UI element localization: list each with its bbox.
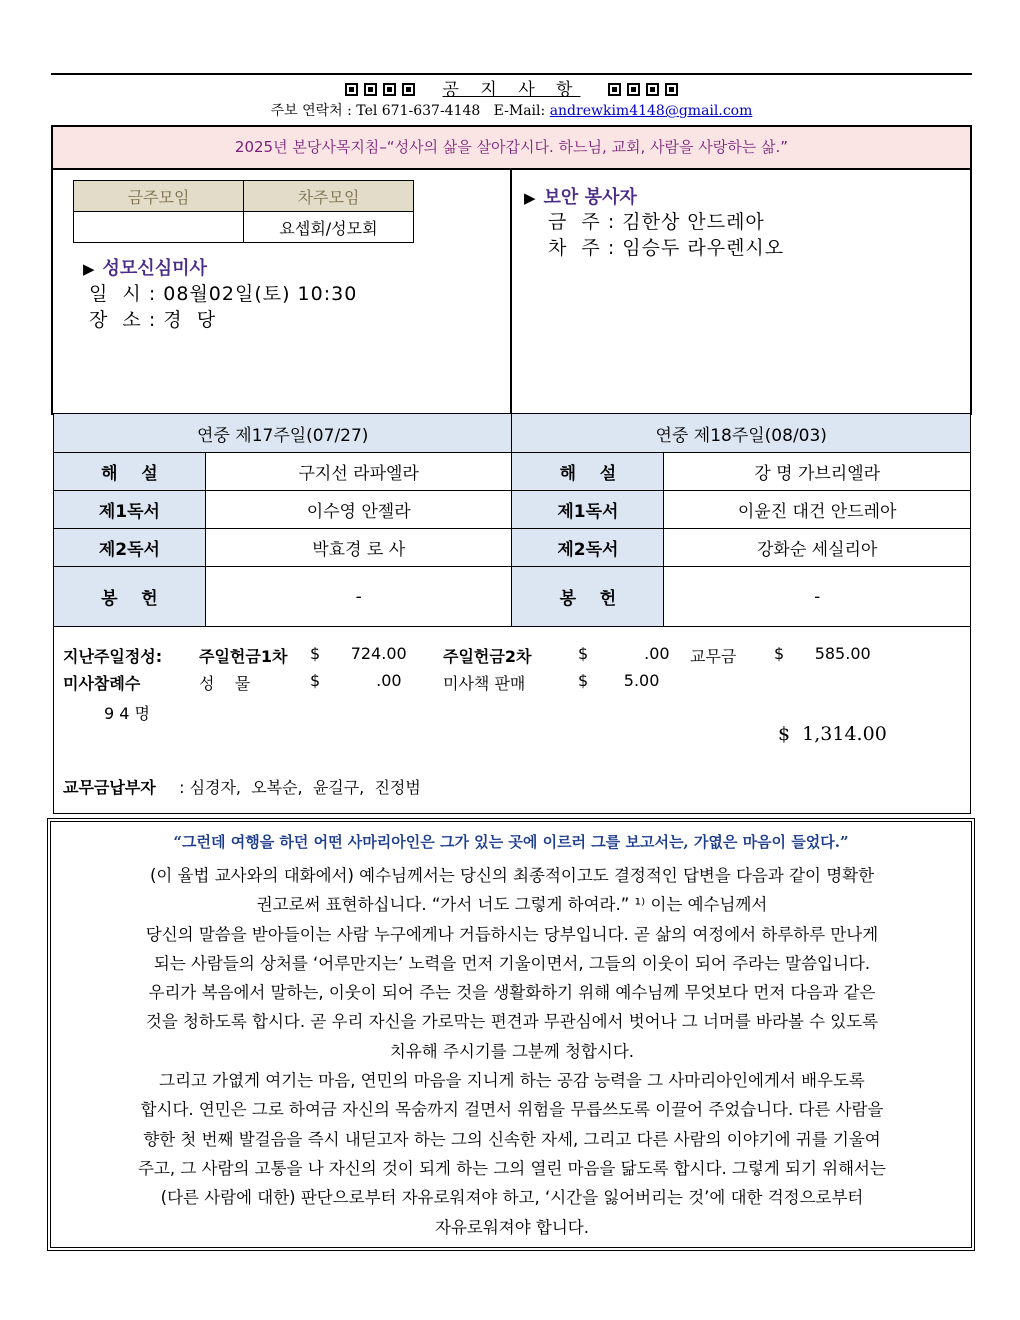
total-amount: $ 1,314.00	[778, 723, 887, 745]
email-link[interactable]: andrewkim4148@gmail.com	[549, 103, 753, 119]
mass-place: 장 소 : 경 당	[89, 309, 217, 331]
reflection-line: 것을 청하도록 합시다. 곧 우리 자신을 가로막는 편견과 무관심에서 벗어나 그 너머를 바라볼 수 있도록	[145, 1012, 879, 1032]
parish-dues-amount: $ 585.00	[774, 644, 871, 663]
right-assignee: 강 명 가브리엘라	[664, 453, 971, 491]
left-assignee: 구지선 라파엘라	[205, 453, 512, 491]
reflection-line: 권고로써 표현하십니다. “가서 너도 그렇게 하여라.” ¹⁾ 이는 예수님께서	[256, 895, 768, 915]
right-assignee: 강화순 세실리아	[664, 529, 971, 567]
contact-line	[51, 100, 972, 120]
security-next-week: 차 주 : 임승두 라우렌시오	[548, 237, 785, 259]
donors-list: : 심경자, 오복순, 윤길구, 진정범	[174, 778, 421, 797]
right-sunday-header: 연중 제18주일(08/03)	[512, 414, 971, 453]
right-panel	[512, 170, 970, 413]
this-week-gathering-value	[74, 212, 244, 243]
table-row	[54, 567, 971, 627]
gathering-table	[73, 180, 414, 243]
offering1-label: 주일헌금1차	[199, 647, 288, 666]
attendance-label: 미사참례수	[63, 674, 141, 693]
role-label: 제2독서	[54, 529, 206, 567]
this-week-gathering-header: 금주모임	[74, 181, 244, 212]
table-row	[54, 529, 971, 567]
reflection-line: 치유해 주시기를 그분께 청합시다.	[389, 1041, 635, 1061]
reflection-line: 자유로워져야 합니다.	[435, 1217, 589, 1237]
reflection-line: 주고, 그 사람의 고통을 나 자신의 것이 되게 하는 그의 열린 마음을 닮도록 합시다. 그렇게 되기 위해서는	[138, 1158, 886, 1178]
role-label: 제1독서	[512, 491, 664, 529]
reflection-box	[47, 818, 975, 1251]
reflection-line: 합시다. 연민은 그로 하여금 자신의 목숨까지 걸면서 위험을 무릅쓰도록 이끌어 주었습니다. 다른 사람을	[140, 1100, 884, 1120]
reflection-line: 우리가 복음에서 말하는, 이웃이 되어 주는 것을 생활화하기 위해 예수님께 무엇보다 먼저 다음과 같은	[148, 983, 876, 1003]
notice-title: 공 지 사 항	[442, 80, 581, 100]
triangle-right-icon: ▶	[83, 260, 95, 278]
scripture-quote: “그런데 여행을 하던 어떤 사마리아인은 그가 있는 곳에 이르러 그를 보고서는, 가엾은 마음이 들었다.”	[173, 833, 849, 851]
reflection-line: (이 율법 교사와의 대화에서) 예수님께서는 당신의 최종적이고도 결정적인 답변을 다음과 같이 명확한	[149, 866, 875, 885]
offering2-amount: $ .00	[578, 644, 670, 663]
offering1-amount: $ 724.00	[310, 644, 407, 663]
right-assignee: -	[664, 567, 971, 627]
triangle-right-icon: ▶	[524, 189, 536, 207]
mass-date: 일 시 : 08월02일(토) 10:30	[89, 283, 358, 305]
contact-label: 주보 연락처 : Tel 671-637-4148 E-Mail:	[270, 103, 550, 119]
donors-label: 교무금납부자	[63, 778, 156, 797]
left-assignee: -	[205, 567, 512, 627]
square-bullet-icon	[608, 83, 621, 96]
square-bullet-icon	[364, 83, 377, 96]
reflection-line: 되는 사람들의 상처를 ‘어루만지는’ 노력을 먼저 기울이면서, 그들의 이웃이 되어 주라는 말씀입니다.	[153, 953, 871, 973]
reflection-line: 당신의 말씀을 받아들이는 사람 누구에게나 거듭하시는 당부입니다. 곧 삶의 여정에서 하루하루 만나게	[145, 924, 879, 944]
role-label: 해 설	[512, 453, 664, 491]
reflection-line: 향한 첫 번째 발걸음을 즉시 내딛고자 하는 그의 신속한 자세, 그리고 다른 사람의 이야기에 귀를 기울여	[143, 1129, 881, 1149]
last-week-offering-label: 지난주일정성:	[63, 647, 163, 666]
reflection-line: (다른 사람에 대한) 판단으로부터 자유로워져야 하고, ‘시간을 잃어버리는 것’에 대한 걱정으로부터	[160, 1188, 864, 1208]
offering2-label: 주일헌금2차	[443, 647, 532, 666]
left-assignee: 이수영 안젤라	[205, 491, 512, 529]
role-label: 제2독서	[512, 529, 664, 567]
left-assignee: 박효경 로 사	[205, 529, 512, 567]
role-label: 봉 헌	[54, 567, 206, 627]
right-assignee: 이윤진 대건 안드레아	[664, 491, 971, 529]
goods-amount: $ .00	[310, 671, 402, 690]
square-bullet-icon	[402, 83, 415, 96]
square-bullet-icon	[383, 83, 396, 96]
next-week-gathering-header: 차주모임	[244, 181, 414, 212]
table-row	[54, 491, 971, 529]
role-label: 제1독서	[54, 491, 206, 529]
table-row	[54, 453, 971, 491]
reflection-line: 그리고 가엾게 여기는 마음, 연민의 마음을 지니게 하는 공감 능력을 그 사마리아인에게서 배우도록	[159, 1071, 865, 1091]
security-this-week: 금 주 : 김한상 안드레아	[548, 211, 765, 233]
role-label: 해 설	[54, 453, 206, 491]
attendance-count: 9 4 명	[104, 704, 150, 723]
left-sunday-header: 연중 제17주일(07/27)	[54, 414, 512, 453]
missal-amount: $ 5.00	[578, 671, 660, 690]
liturgy-schedule-table	[53, 413, 971, 627]
reflection-body	[54, 861, 970, 1242]
security-volunteer-title	[524, 183, 637, 209]
next-week-gathering-value: 요셉회/성모회	[244, 212, 414, 243]
square-bullet-icon	[665, 83, 678, 96]
role-label: 봉 헌	[512, 567, 664, 627]
missal-label: 미사책 판매	[443, 674, 526, 693]
info-box	[51, 125, 972, 415]
security-volunteer-title-text: 보안 봉사자	[543, 187, 637, 208]
finance-section	[53, 625, 971, 814]
page-title	[51, 75, 972, 99]
pastoral-motto: 2025년 본당사목지침–“성사의 삶을 살아갑시다. 하느님, 교회, 사람을 사랑하는 삶.”	[53, 127, 970, 170]
square-bullet-icon	[627, 83, 640, 96]
marian-mass-title	[83, 254, 207, 280]
square-bullet-icon	[646, 83, 659, 96]
square-bullet-icon	[345, 83, 358, 96]
parish-dues-label: 교무금	[690, 647, 737, 666]
marian-mass-title-text: 성모신심미사	[102, 258, 207, 279]
left-panel	[53, 170, 512, 413]
goods-label: 성 물	[199, 674, 251, 693]
